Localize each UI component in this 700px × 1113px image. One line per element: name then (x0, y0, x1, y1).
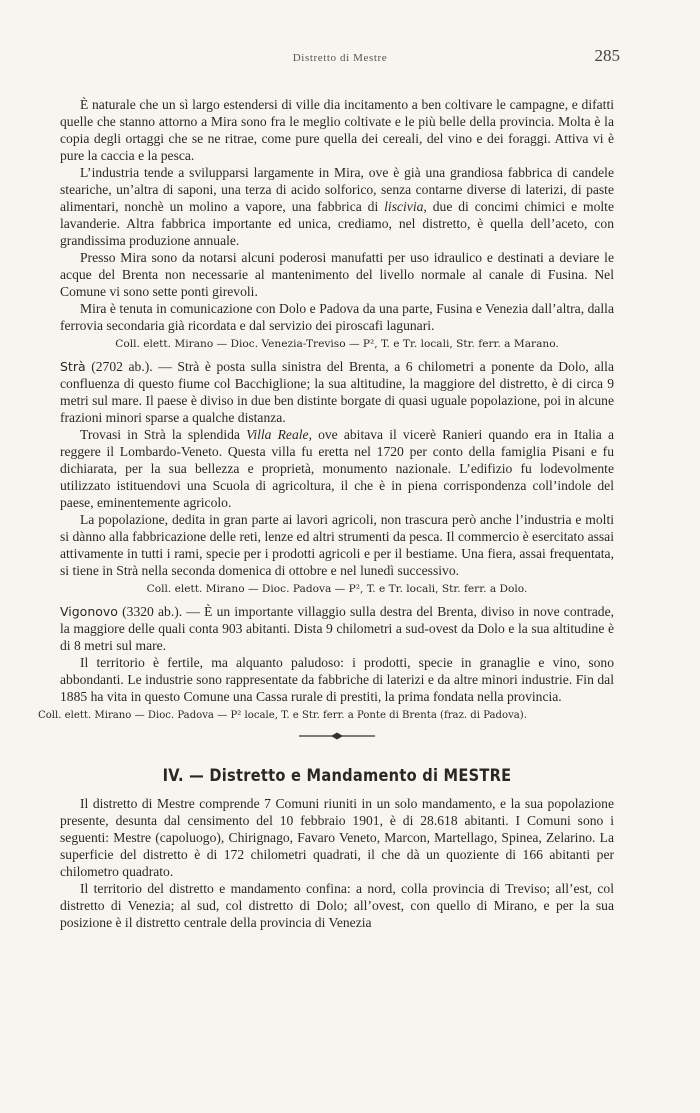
entry-stra (60, 358, 614, 426)
paragraph: Il territorio è fertile, ma alquanto paludoso: i prodotti, specie in granaglie e vino, sono abbondanti. Le industrie sono rappresentate da fabbriche di laterizi e da altre minori industrie. Fin dal 1885 ha vita in questo Comune una Cassa rurale di prestiti, la prima fondata nella provincia. (60, 655, 614, 704)
place-name: Strà (60, 359, 86, 374)
entry-vigonovo (60, 603, 614, 654)
population: (2702 ab.). (85, 359, 153, 374)
population: (3320 ab.). (117, 604, 183, 619)
paragraph: La popolazione, dedita in gran parte ai lavori agricoli, non trascura però anche l’industria e molti si dànno alla fabbricazione delle reti, lenze ed altri strumenti da pesca. Il commercio è esercitato assai attivamente in tutti i rami, specie per i prodotti agricoli e per il bestiame. Una fiera, assai frequentata, si tiene in Strà nella seconda domenica di ottobre e nel lunedì successivo. (60, 512, 614, 578)
footnote-line: Coll. elett. Mirano — Dioc. Padova — P², T. e Tr. locali, Str. ferr. a Dolo. (146, 583, 528, 595)
body-text (38, 96, 615, 931)
ornament-divider (299, 732, 375, 740)
entry-text: — Strà è posta sulla sinistra del Brenta, a 6 chilometri a ponente da Dolo, alla confluenza di questo fiume col Bacchiglione; la sua altitudine, la maggiore del distretto, è di circa 9 metri sul mare. Il paese è diviso in due ben distinte borgate di quasi uguale popolazione, poi in alcune frazioni minori sparse a qualche distanza. (60, 359, 614, 425)
page-number: 285 (594, 46, 620, 65)
section-heading: IV. — Distretto e Mandamento di MESTRE (162, 766, 512, 786)
paragraph: Il territorio del distretto e mandamento confina: a nord, colla provincia di Treviso; all’est, col distretto di Venezia; al sud, col distretto di Dolo; all’ovest, con quello di Mirano, e per la sua posizione è il distretto centrale della provincia di Venezia (60, 881, 614, 930)
italic-term: liscivia (384, 199, 424, 214)
paragraph (60, 164, 614, 249)
entry-text: — È un importante villaggio sulla destra del Brenta, diviso in nove contrade, la maggiore delle quali conta 903 abitanti. Dista 9 chilometri a sud-ovest da Dolo e la sua altitudine è di 8 metri sul mare. (60, 604, 615, 653)
paragraph-text: , ove abitava il vicerè Ranieri quando era in Italia a reggere il Lombardo-Veneto. Questa villa fu eretta nel 1720 per conto della famiglia Pisani e fu dichiarata, per la sua bellezza e proprietà, monumento nazionale. L’edifizio fu lodevolmente utilizzato istituendovi una Scuola di agricoltura, il che è in piena corrispondenza coll’indole del paese, eminentemente agricolo. (60, 427, 615, 510)
running-title: Distretto di Mestre (292, 52, 388, 64)
paragraph-text: Trovasi in Strà la splendida (80, 427, 247, 442)
paragraph: Il distretto di Mestre comprende 7 Comuni riuniti in un solo mandamento, e la sua popolazione presente, desunta dal censimento del 10 febbraio 1901, è di 28.618 abitanti. I Comuni sono i seguenti: Mestre (capoluogo), Chirignago, Favaro Veneto, Marcon, Martellago, Spinea, Zelarino. La superficie del distretto è di 172 chilometri quadrati, il che dà un quoziente di 166 abitanti per chilometro quadrato. (60, 796, 614, 879)
paragraph: Presso Mira sono da notarsi alcuni poderosi manufatti per uso idraulico e destinati a deviare le acque del Brenta non necessarie al mantenimento del livello normale al canale di Fusina. Nel Comune vi sono sette ponti girevoli. (60, 250, 614, 299)
place-name: Vigonovo (60, 604, 118, 619)
paragraph: Mira è tenuta in comunicazione con Dolo e Padova da una parte, Fusina e Venezia dall’altra, dalla ferrovia secondaria già ricordata e dal servizio dei piroscafi lagunari. (60, 301, 614, 333)
paragraph-text: L’industria tende a svilupparsi largamente in Mira, ove è già una grandiosa fabbrica di candele stearichе, un’altra di saponi, una terza di acido solforico, senza contarne diverse di laterizi, di paste alimentari, nonchè un molino a vapore, una fabbrica di (60, 165, 614, 214)
footnote-line: Coll. elett. Mirano — Dioc. Padova — P² locale, T. e Str. ferr. a Ponte di Brenta (fraz. di Padova). (38, 710, 527, 721)
footnote-line: Coll. elett. Mirano — Dioc. Venezia-Treviso — P², T. e Tr. locali, Str. ferr. a Marano. (115, 338, 559, 350)
paragraph-text: , due di concimi chimici e molte lavanderie. Altra fabbrica importante ed unica, crediamo, nel distretto, è quella dell’aceto, con grandissima produzione annuale. (60, 199, 614, 248)
page-header (60, 44, 620, 72)
italic-term: Villa Reale (246, 427, 309, 442)
paragraph: È naturale che un sì largo estendersi di ville dia incitamento a ben coltivare le campagne, e difatti quelle che stanno attorno a Mira sono fra le meglio coltivate e le più belle della provincia. Molta è la copia degli ortaggi che se ne ritrae, come pure quella dei cereali, del vino e dei foraggi. Attiva vi è pure la caccia e la pesca. (60, 97, 614, 163)
paragraph (60, 426, 614, 511)
